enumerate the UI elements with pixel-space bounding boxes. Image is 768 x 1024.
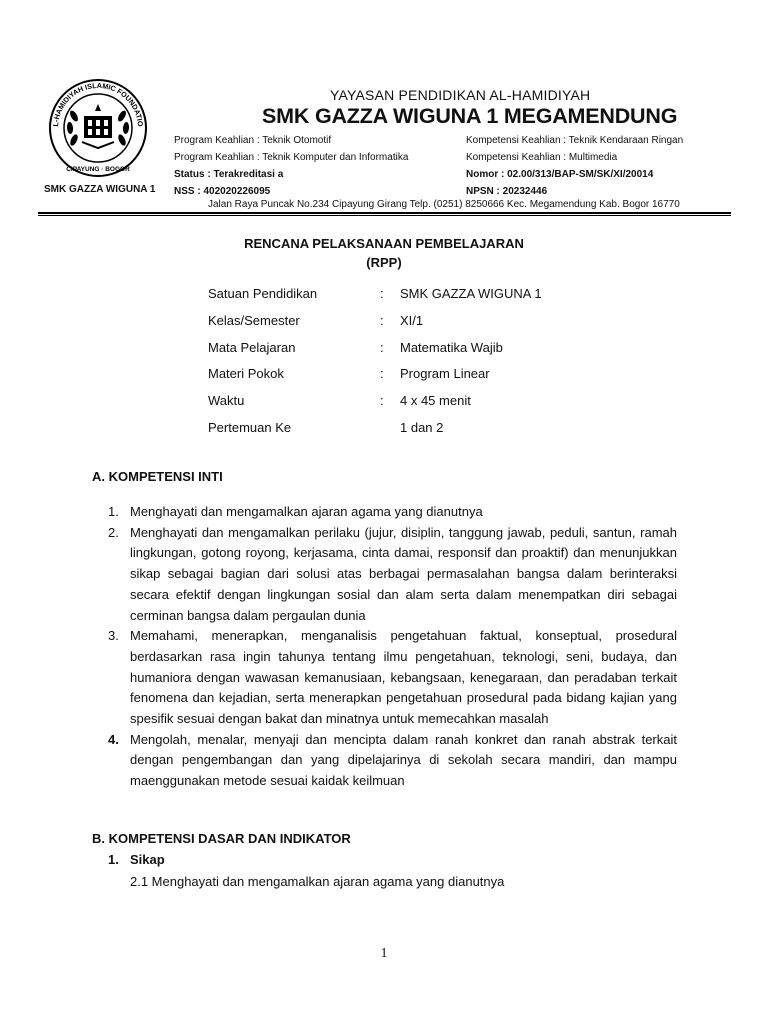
list-number: 2. (108, 524, 119, 540)
info-line-npsn: NPSN : 20232446 (466, 186, 548, 197)
list-item (108, 502, 677, 523)
list-number: 4. (108, 731, 119, 747)
identity-value: 1 dan 2 (400, 419, 444, 435)
list-number: 1. (108, 504, 119, 519)
identity-value: 4 x 45 menit (400, 393, 471, 409)
identity-colon: : (380, 286, 384, 301)
letterhead-divider-thin (38, 215, 731, 216)
subsection-title: Sikap (130, 852, 165, 867)
info-line: Kompetensi Keahlian : Multimedia (466, 152, 618, 163)
info-line-nomor: Nomor : 02.00/313/BAP-SM/SK/XI/20014 (466, 169, 654, 180)
identity-colon: : (380, 339, 384, 355)
identity-label: Materi Pokok (208, 366, 284, 382)
identity-label: Waktu (208, 393, 245, 409)
subsection-item: 2.1 Menghayati dan mengamalkan ajaran agama yang dianutnya (130, 874, 505, 889)
foundation-name: YAYASAN PENDIDIKAN AL-HAMIDIYAH (330, 87, 591, 103)
identity-label: Kelas/Semester (208, 312, 300, 328)
identity-label: Pertemuan Ke (208, 419, 292, 435)
school-name: SMK GAZZA WIGUNA 1 MEGAMENDUNG (262, 104, 678, 128)
logo-caption: SMK GAZZA WIGUNA 1 (44, 184, 156, 195)
info-line-nss: NSS : 402020226095 (174, 186, 271, 197)
identity-value: XI/1 (400, 312, 424, 328)
school-address: Jalan Raya Puncak No.234 Cipayung Girang Telp. (0251) 8250666 Kec. Megamendung Kab. Bogor 16770 (208, 199, 680, 210)
left-info-block (174, 132, 408, 200)
logo-bottom-text: CIPAYUNG · BOGOR (66, 166, 130, 173)
list-item (108, 626, 677, 730)
identity-value: Program Linear (400, 366, 490, 382)
identity-colon: : (380, 366, 384, 382)
section-a-heading: A. KOMPETENSI INTI (92, 469, 223, 484)
document-title: RENCANA PELAKSANAAN PEMBELAJARAN (244, 236, 524, 251)
info-line: Program Keahlian : Teknik Komputer dan Informatika (174, 152, 409, 163)
school-logo (40, 78, 156, 178)
list-text: Menghayati dan mengamalkan perilaku (jujur, disiplin, tanggung jawab, peduli, santun, ramah lingkungan, gotong royong, kerjasama, cinta damai, responsif dan proaktif) dan menunjukkan sikap sebagai bagian dari solusi atas berbagai permasalahan bangsa dalam berinteraksi secara efektif dengan lingkungan sosial dan alam serta dalam menempatkan diri sebagai cerminan bangsa dalam pergaulan dunia (130, 524, 677, 623)
identity-value: Matematika Wajib (400, 339, 503, 355)
document-subtitle: (RPP) (366, 255, 402, 270)
info-line: Kompetensi Keahlian : Teknik Kendaraan Ringan (466, 135, 684, 146)
list-number: 3. (108, 628, 119, 644)
subsection-heading (108, 852, 165, 867)
list-text: Memahami, menerapkan, menganalisis pengetahuan faktual, konseptual, prosedural berdasarkan rasa ingin tahunya tentang ilmu pengetahuan, teknologi, seni, budaya, dan humaniora dengan wawasan kemanusiaan, kebangsaan, kenegaraan, dan peradaban terkait fenomena dan kejadian, serta menerapkan pengetahuan prosedural pada bidang kajian yang spesifik sesuai dengan bakat dan minatnya untuk memecahkan masalah (130, 628, 677, 727)
list-item (108, 730, 677, 792)
logo-ring-text: L-HAMIDIYAH ISLAMIC FOUNDATIO (50, 80, 146, 127)
page-number: 1 (380, 946, 388, 961)
identity-value: SMK GAZZA WIGUNA 1 (400, 286, 542, 301)
list-item (108, 523, 677, 627)
list-text: Mengolah, menalar, menyaji dan mencipta dalam ranah konkret dan ranah abstrak terkait dengan pengembangan dan yang dipelajarinya di sekolah secara mandiri, dan mampu maenggunakan metode sesuai kaidak keilmuan (130, 731, 677, 789)
list-text: Menghayati dan mengamalkan ajaran agama yang dianutnya (130, 504, 483, 519)
identity-label: Satuan Pendidikan (208, 286, 318, 301)
identity-colon: : (380, 312, 384, 328)
letterhead-divider (38, 212, 731, 214)
right-info-block (466, 132, 683, 200)
kompetensi-inti-list (108, 502, 677, 792)
section-b-heading: B. KOMPETENSI DASAR DAN INDIKATOR (92, 831, 351, 846)
subsection-number: 1. (108, 852, 119, 867)
identity-colon: : (380, 393, 384, 409)
identity-label: Mata Pelajaran (208, 339, 296, 355)
info-line: Program Keahlian : Teknik Otomotif (174, 135, 332, 146)
info-line-status: Status : Terakreditasi a (174, 169, 284, 180)
